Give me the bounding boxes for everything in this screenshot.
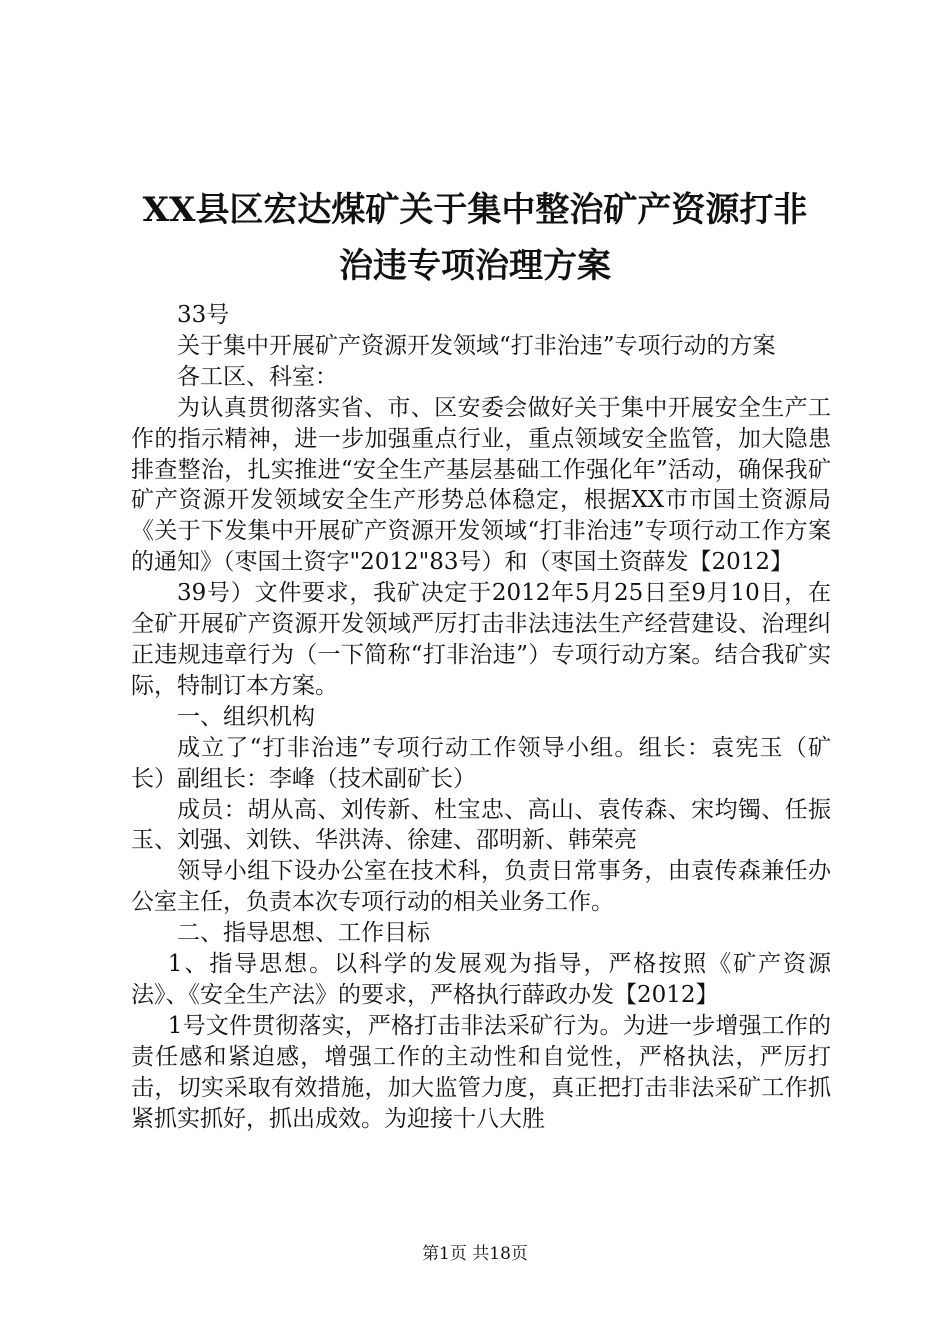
page-footer: 第1页 共18页 <box>422 1244 528 1264</box>
paragraph-guiding-ideology: 1、指导思想。以科学的发展观为指导，严格按照《矿产资源法》、《安全生产法》的要求，严格执行薛政办发【2012】 <box>131 951 831 1008</box>
section-heading-guiding-ideology: 二、指导思想、工作目标 <box>177 920 430 947</box>
section-heading-organization: 一、组织机构 <box>177 703 315 730</box>
paragraph-office: 领导小组下设办公室在技术科，负责日常事务，由袁传森兼任办公室主任，负责本次专项行动的相关业务工作。 <box>131 858 831 916</box>
paragraph-doc-number: 33号 <box>177 302 230 328</box>
paragraph-enforcement: 1号文件贯彻落实，严格打击非法采矿行为。为进一步增强工作的责任感和紧迫感，增强工作的主动性和自觉性，严格执法，严厉打击，切实采取有效措施，加大监管力度，真正把打击非法采矿工作抓紧抓实抓好，抓出成效。为迎接十八大胜 <box>131 1012 831 1132</box>
paragraph-salutation: 各工区、科室： <box>177 363 338 390</box>
paragraph-decision: 39号）文件要求，我矿决定于2012年5月25日至9月10日，在全矿开展矿产资源开发领域严厉打击非法违法生产经营建设、治理纠正违规违章行为（一下简称“打非治违”）专项行动方案。结合我矿实际，特制订本方案。 <box>131 580 831 699</box>
document-title-line-2: 治违专项治理方案 <box>339 246 611 286</box>
paragraph-purpose: 为认真贯彻落实省、市、区安委会做好关于集中开展安全生产工作的指示精神，进一步加强重点行业，重点领域安全监管，加大隐患排查整治，扎实推进“安全生产基层基础工作强化年”活动，确保我矿矿产资源开发领域安全生产形势总体稳定，根据XX市市国土资源局《关于下发集中开展矿产资源开发领域“打非治违”专项行动工作方案的通知》（枣国土资字"2012"83号）和（枣国土资薛发【2012】 <box>131 394 831 576</box>
paragraph-subject: 关于集中开展矿产资源开发领域“打非治违”专项行动的方案 <box>177 332 776 359</box>
paragraph-members: 成员：胡从高、刘传新、杜宝忠、高山、袁传森、宋均镯、任振玉、刘强、刘铁、华洪涛、徐建、邵明新、韩荣亮 <box>131 796 831 854</box>
document-body <box>131 300 831 1134</box>
document-title-line-1: XX县区宏达煤矿关于集中整治矿产资源打非 <box>142 190 808 230</box>
paragraph-leadership-group: 成立了“打非治违”专项行动工作领导小组。组长：袁宪玉（矿长）副组长：李峰（技术副矿长） <box>131 734 831 792</box>
